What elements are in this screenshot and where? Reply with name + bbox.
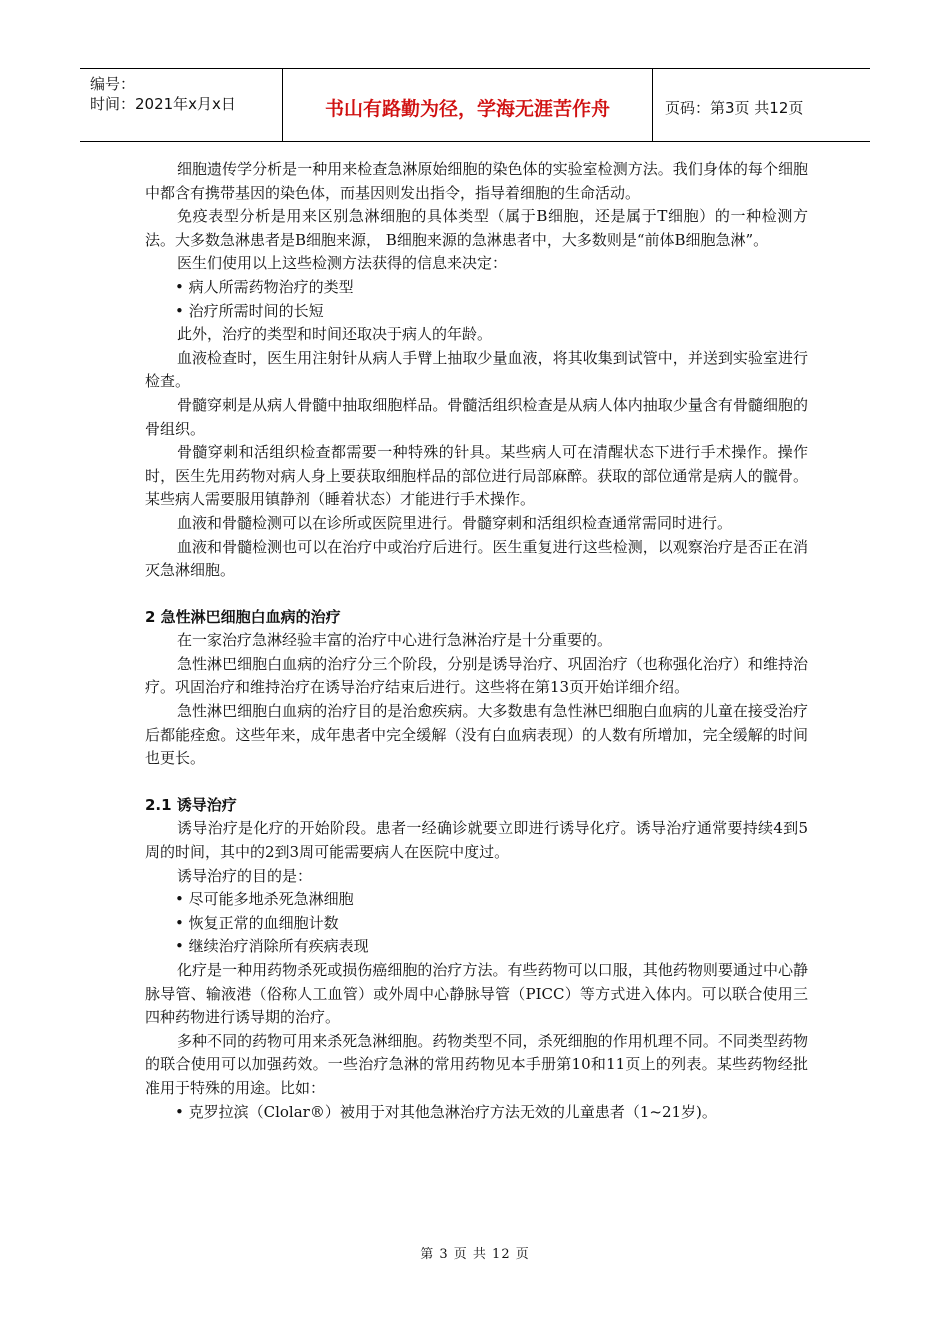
bullet-item: • 治疗所需时间的长短	[175, 301, 324, 320]
bullet-item: • 病人所需药物治疗的类型	[175, 277, 354, 296]
section-gap	[145, 583, 808, 606]
body-paragraph: 骨髓穿刺和活组织检查都需要一种特殊的针具。某些病人可在清醒状态下进行手术操作。操作时，医生先用药物对病人身上要获取细胞样品的部位进行局部麻醉。获取的部位通常是病人的髋骨。某些病人需要服用镇静剂（睡着状态）才能进行手术操作。	[145, 443, 808, 509]
body-paragraph: 血液和骨髓检测可以在诊所或医院里进行。骨髓穿刺和活组织检查通常需同时进行。	[177, 513, 733, 532]
body-paragraph: 急性淋巴细胞白血病的治疗目的是治愈疾病。大多数患有急性淋巴细胞白血病的儿童在接受治疗后都能痊愈。这些年来，成年患者中完全缓解（没有白血病表现）的人数有所增加，完全缓解的时间也更长。	[145, 702, 808, 768]
bullet-item: • 尽可能多地杀死急淋细胞	[175, 890, 354, 909]
body-paragraph: 骨髓穿刺是从病人骨髓中抽取细胞样品。骨髓活组织检查是从病人体内抽取少量含有骨髓细胞的骨组织。	[145, 395, 808, 438]
body-paragraph: 免疫表型分析是用来区别急淋细胞的具体类型（属于B细胞，还是属于T细胞）的一种检测方法。大多数急淋患者是B细胞来源， B细胞来源的急淋患者中，大多数则是“前体B细胞急淋”。	[145, 207, 808, 249]
bullet-item: • 恢复正常的血细胞计数	[175, 913, 339, 932]
body-paragraph: 此外，治疗的类型和时间还取决于病人的年龄。	[177, 325, 493, 344]
body-paragraph: 细胞遗传学分析是一种用来检查急淋原始细胞的染色体的实验室检测方法。我们身体的每个细胞中都含有携带基因的染色体，而基因则发出指令，指导着细胞的生命活动。	[145, 160, 808, 202]
document-body	[145, 158, 808, 1124]
bullet-item: • 继续治疗消除所有疾病表现	[175, 937, 369, 956]
body-paragraph: 化疗是一种用药物杀死或损伤癌细胞的治疗方法。有些药物可以口服，其他药物则要通过中心静脉导管、输液港（俗称人工血管）或外周中心静脉导管（PICC）等方式进入体内。可以联合使用三四种药物进行诱导期的治疗。	[145, 961, 808, 1027]
body-paragraph: 多种不同的药物可用来杀死急淋细胞。药物类型不同，杀死细胞的作用机理不同。不同类型药物的联合使用可以加强药效。一些治疗急淋的常用药物见本手册第10和11页上的列表。某些药物经批准用于特殊的用途。比如：	[145, 1031, 808, 1097]
page-header	[80, 68, 870, 142]
body-paragraph: 在一家治疗急淋经验丰富的治疗中心进行急淋治疗是十分重要的。	[177, 631, 613, 650]
id-label: 编号：	[90, 75, 136, 93]
body-paragraph: 医生们使用以上这些检测方法获得的信息来决定：	[177, 254, 508, 273]
header-meta-cell	[80, 69, 283, 141]
body-paragraph: 诱导治疗是化疗的开始阶段。患者一经确诊就要立即进行诱导化疗。诱导治疗通常要持续4到5周的时间，其中的2到3周可能需要病人在医院中度过。	[145, 819, 808, 862]
time-label: 时间：2021年x月x日	[90, 95, 236, 113]
body-paragraph: 血液检查时，医生用注射针从病人手臂上抽取少量血液，将其收集到试管中，并送到实验室进行检查。	[145, 348, 808, 391]
header-page-label: 页码：第3页 共12页	[665, 98, 804, 117]
section-heading: 2.1 诱导治疗	[145, 795, 237, 814]
page-footer: 第 3 页 共 12 页	[420, 1247, 530, 1262]
header-motto: 书山有路勤为径，学海无涯苦作舟	[283, 69, 653, 141]
section-gap	[145, 771, 808, 794]
body-paragraph: 血液和骨髓检测也可以在治疗中或治疗后进行。医生重复进行这些检测，以观察治疗是否正在消灭急淋细胞。	[145, 537, 808, 580]
body-paragraph: 急性淋巴细胞白血病的治疗分三个阶段，分别是诱导治疗、巩固治疗（也称强化治疗）和维持治疗。巩固治疗和维持治疗在诱导治疗结束后进行。这些将在第13页开始详细介绍。	[145, 654, 808, 697]
section-heading: 2 急性淋巴细胞白血病的治疗	[145, 607, 341, 626]
bullet-item: • 克罗拉滨（Clolar®）被用于对其他急淋治疗方法无效的儿童患者（1~21岁)。	[175, 1102, 717, 1121]
body-paragraph: 诱导治疗的目的是：	[177, 866, 313, 885]
